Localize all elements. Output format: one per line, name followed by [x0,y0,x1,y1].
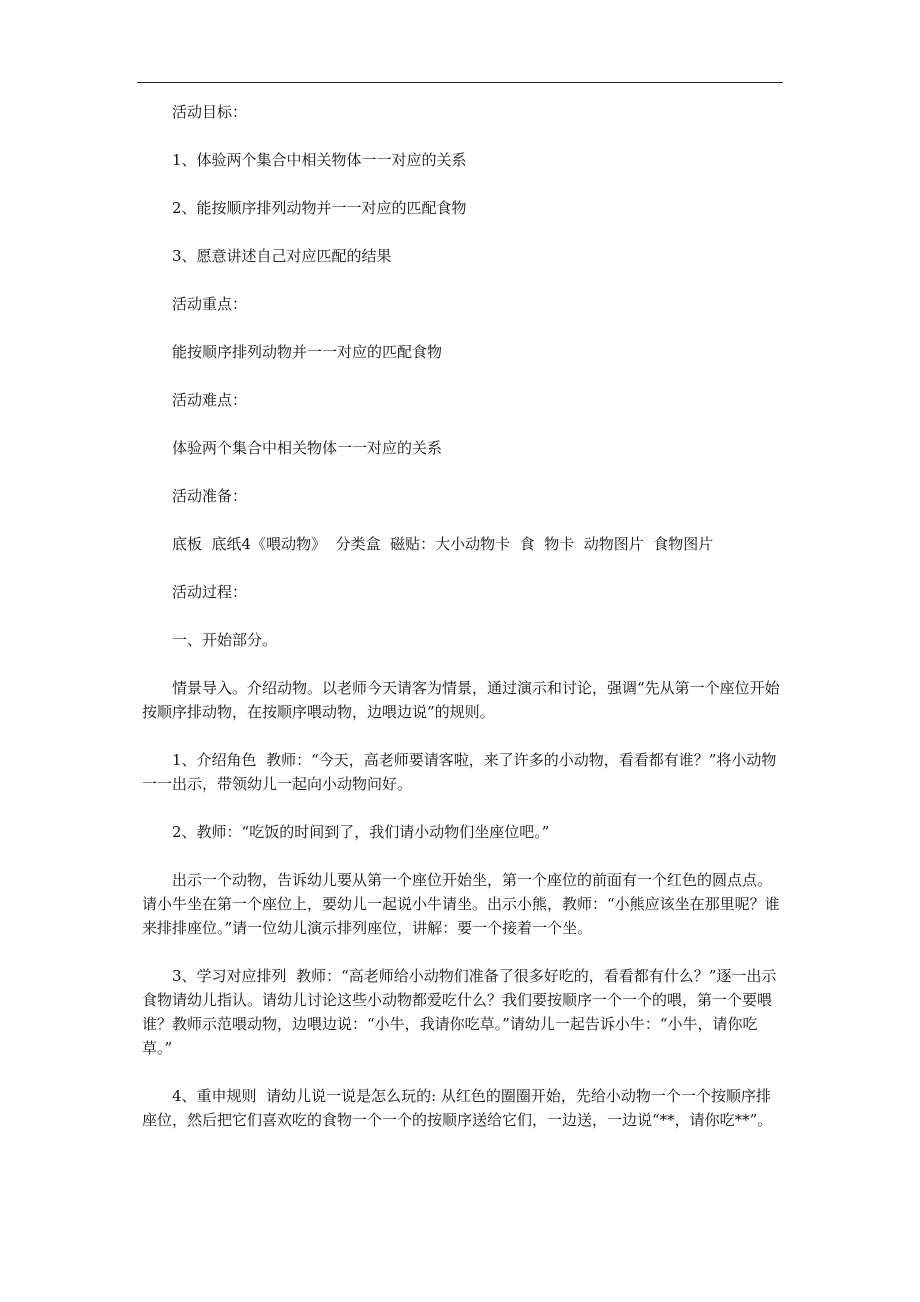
difficulty-text: 体验两个集合中相关物体一一对应的关系 [172,439,443,457]
key-point-text: 能按顺序排列动物并一一对应的匹配食物 [172,343,443,361]
intro-paragraph: 情景导入。介绍动物。以老师今天请客为情景，通过演示和讨论，强调“先从第一个座位开始按顺序排动物，在按顺序喂动物，边喂边说”的规则。 [142,679,780,721]
document-body [142,100,784,1156]
heading-preparation: 活动准备： [172,487,248,505]
demo-paragraph: 出示一个动物，告诉幼儿要从第一个座位开始坐，第一个座位的前面有一个红色的圆点点。请小牛坐在第一个座位上，要幼儿一起说小牛请坐。出示小熊，教师：“小熊应该坐在那里呢？谁来排排座位。”请一位幼儿演示排列座位，讲解：要一个接着一个坐。 [142,871,780,937]
heading-difficulty: 活动难点： [172,391,248,409]
heading-key-point: 活动重点： [172,295,248,313]
goal-1: 1、体验两个集合中相关物体一一对应的关系 [172,151,467,169]
preparation-text: 底板 底纸4《喂动物》 分类盒 磁贴：大小动物卡 食 物卡 动物图片 食物图片 [172,535,714,553]
step-3-paragraph: 3、学习对应排列 教师：“高老师给小动物们准备了很多好吃的，看看都有什么？”逐一出示食物请幼儿指认。请幼儿讨论这些小动物都爱吃什么？我们要按顺序一个一个的喂，第一个要喂谁？教师示范喂动物，边喂边说：“小牛，我请你吃草。”请幼儿一起告诉小牛：“小牛，请你吃草。” [142,967,777,1057]
step-1-paragraph: 1、介绍角色 教师：“今天，高老师要请客啦，来了许多的小动物，看看都有谁？”将小动物一一出示，带领幼儿一起向小动物问好。 [142,751,777,793]
heading-goals: 活动目标： [172,103,248,121]
heading-process: 活动过程： [172,583,248,601]
step-2-paragraph: 2、教师：“吃饭的时间到了，我们请小动物们坐座位吧。” [172,823,550,841]
goal-2: 2、能按顺序排列动物并一一对应的匹配食物 [172,199,467,217]
process-section-1: 一、开始部分。 [172,631,278,649]
header-rule [137,82,783,83]
step-4-paragraph: 4、重申规则 请幼儿说一说是怎么玩的: 从红色的圈圈开始，先给小动物一个一个按顺序排座位，然后把它们喜欢吃的食物一个一个的按顺序送给它们，一边送，一边说“**，请你吃**”。 [142,1087,773,1129]
goal-3: 3、愿意讲述自己对应匹配的结果 [172,247,392,265]
